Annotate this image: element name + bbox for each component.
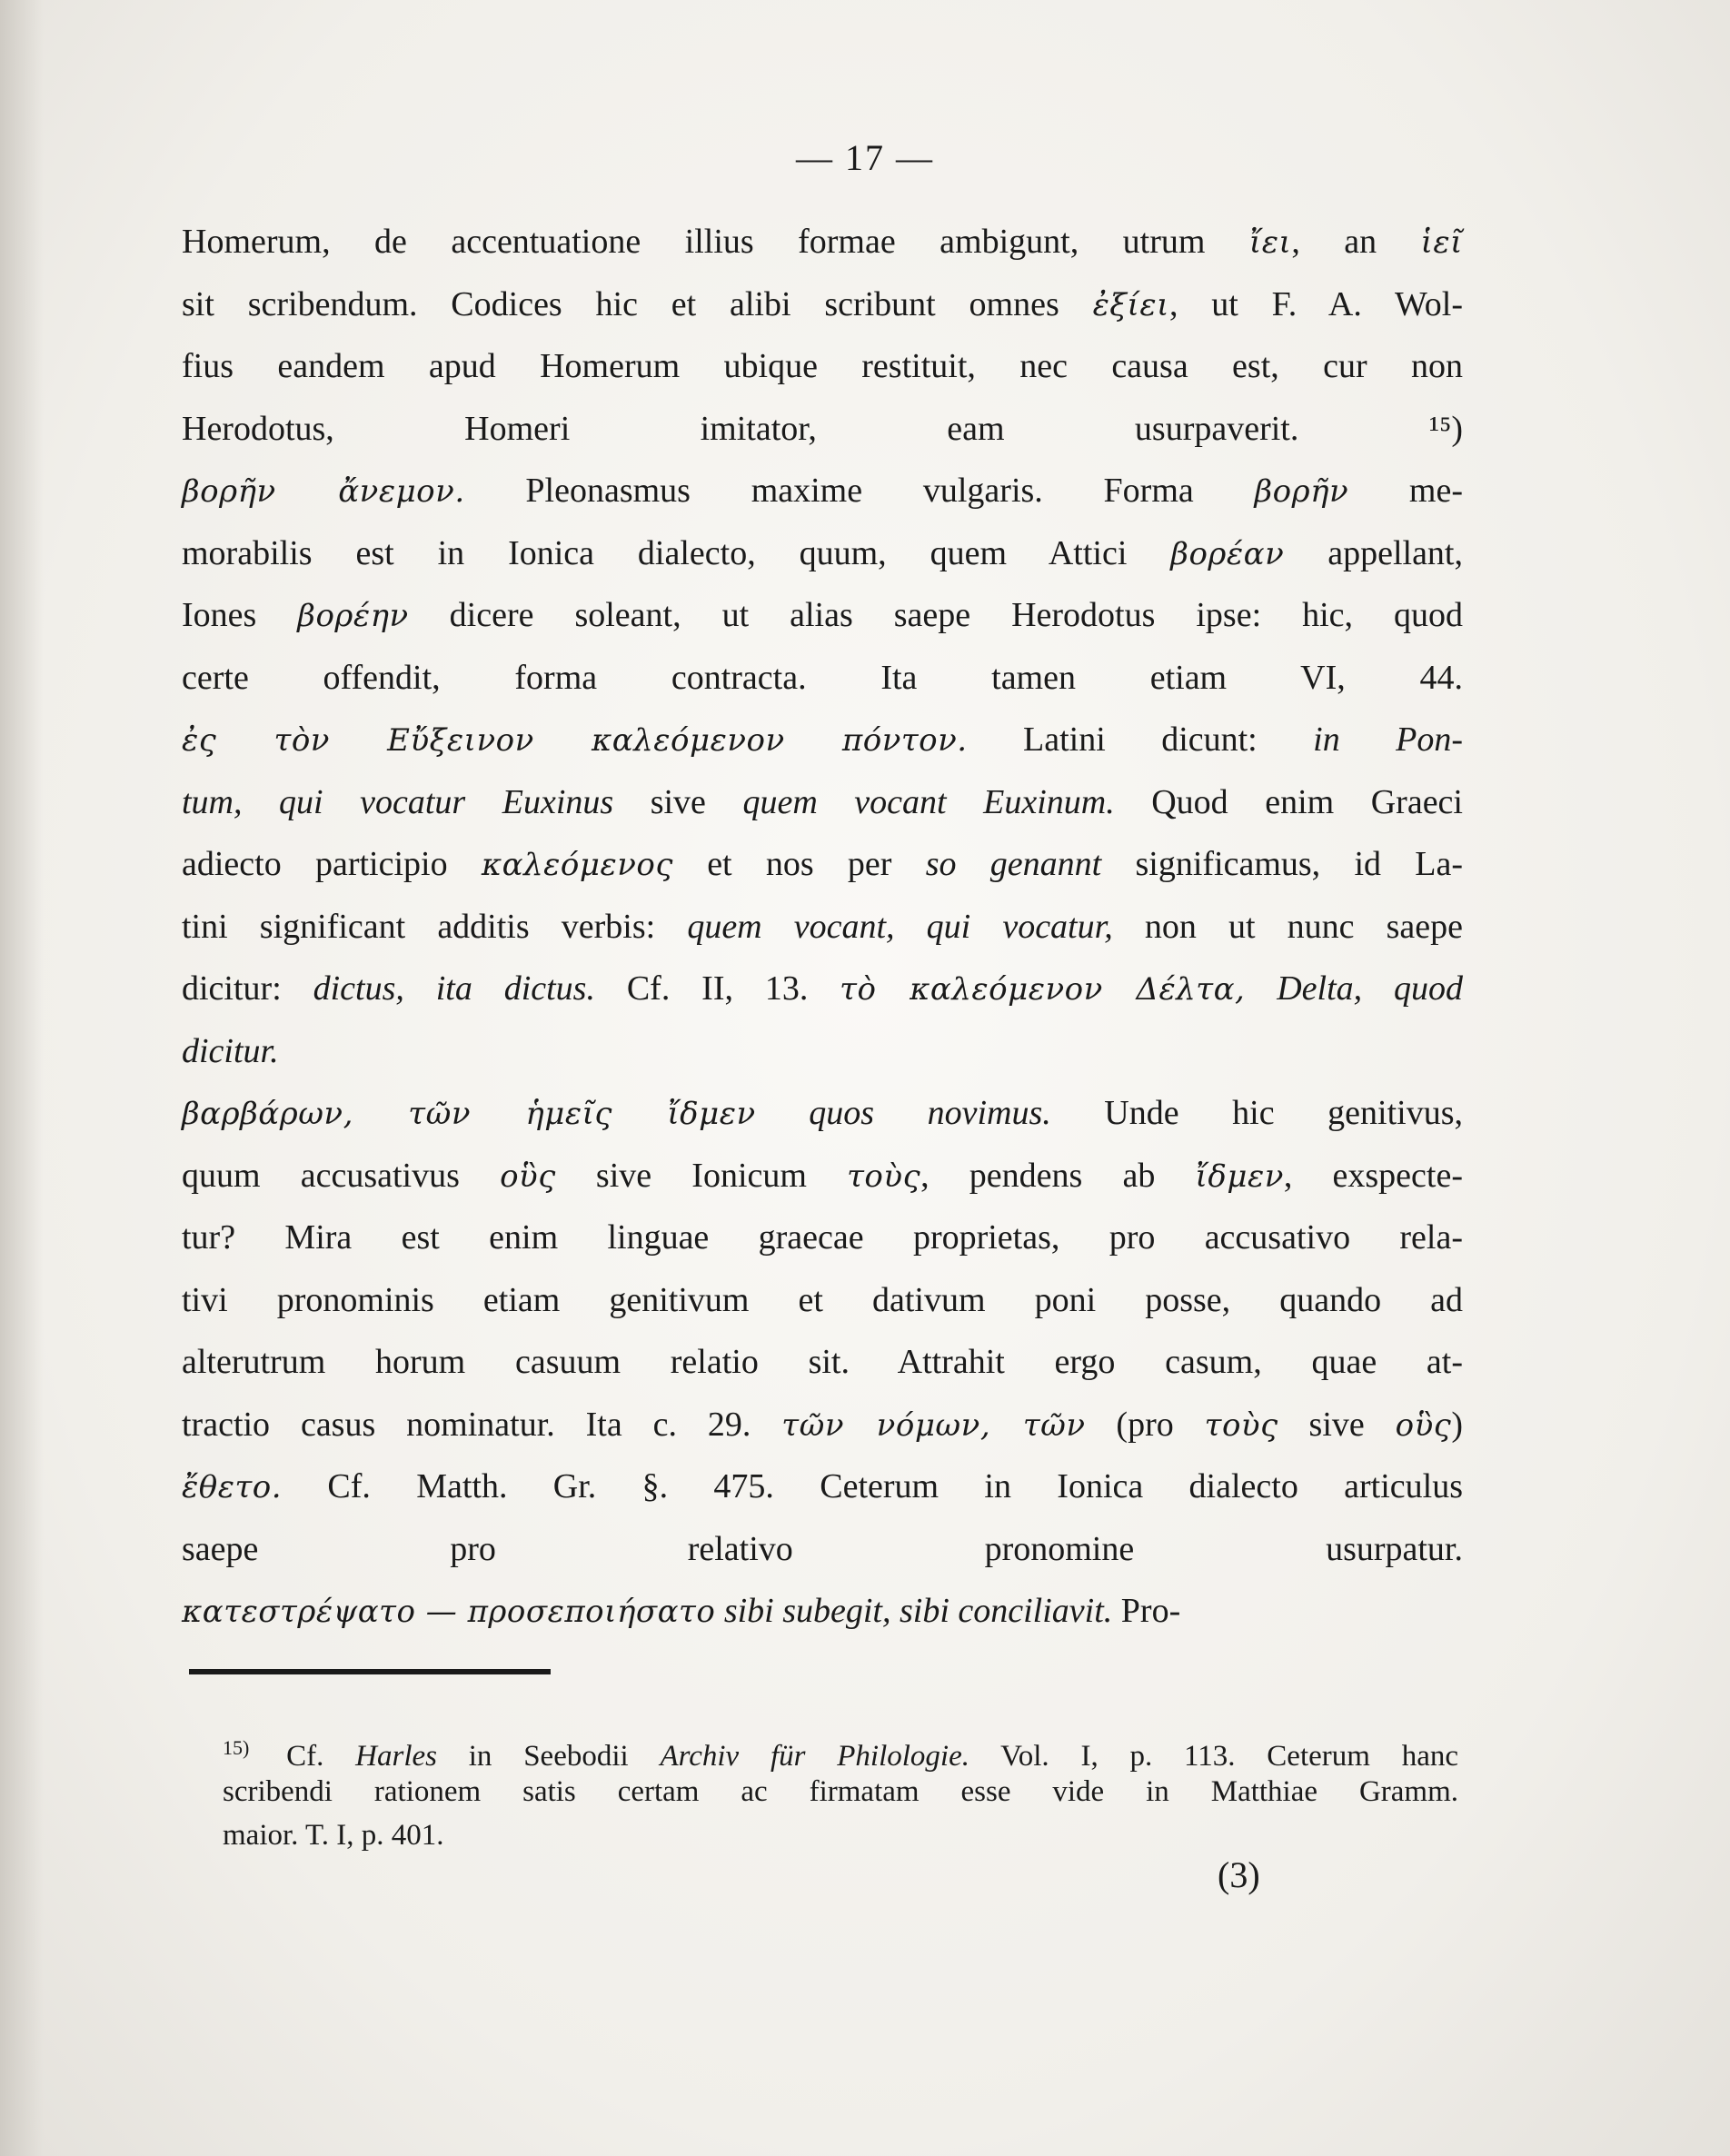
latin-text: non ut nunc saepe — [1112, 907, 1463, 946]
text-line — [182, 1145, 1463, 1207]
text-line — [182, 1269, 1463, 1332]
latin-text: certe offendit, forma contracta. Ita tamen etiam VI, 44. — [182, 658, 1463, 697]
latin-text: sive — [613, 782, 743, 821]
latin-text: ) — [1451, 1405, 1463, 1444]
latin-text: , ut F. A. Wol- — [1168, 284, 1464, 323]
text-line — [182, 896, 1463, 959]
text-line — [182, 460, 1463, 522]
latin-text: (pro — [1085, 1405, 1205, 1444]
text-line — [182, 1207, 1463, 1269]
latin-text: , pendens ab — [920, 1156, 1196, 1195]
latin-text: appellant, — [1284, 533, 1463, 572]
latin-text: scribendi rationem satis certam ac firmatam esse vide in Matthiae Gramm. — [223, 1775, 1458, 1808]
latin-text: Homerum, de accentuatione illius formae ambigunt, utrum — [182, 223, 1249, 261]
latin-text: Iones — [182, 596, 298, 634]
latin-text: tractio casus nominatur. Ita c. 29. — [182, 1405, 782, 1444]
greek-text: βορέαν — [1170, 535, 1285, 572]
text-line — [223, 1813, 1458, 1857]
greek-text: ἐξίει — [1092, 286, 1169, 323]
page-edge-shadow — [0, 0, 44, 2156]
italic-text: dicitur. — [182, 1031, 279, 1070]
italic-text: in Pon- — [1313, 720, 1463, 759]
italic-text: quem vocant, qui vocatur, — [687, 907, 1113, 946]
text-line — [182, 522, 1463, 585]
latin-text: adiecto participio — [182, 845, 482, 883]
greek-text: οὓς — [500, 1157, 556, 1195]
text-line — [182, 1082, 1463, 1145]
latin-text: Cf. II, 13. — [594, 969, 840, 1008]
greek-text: ἱεῖ — [1420, 224, 1463, 261]
greek-text: βορῆν ἄνεμον. — [182, 473, 465, 510]
latin-text — [756, 1094, 810, 1132]
latin-text: tini significant additis verbis: — [182, 907, 688, 946]
latin-text: Cf. Matth. Gr. §. 475. Ceterum in Ionica dialecto articulus — [282, 1467, 1463, 1505]
greek-text: οὓς — [1395, 1406, 1452, 1444]
greek-text: τῶν νόμων, τῶν — [781, 1406, 1086, 1444]
latin-text: Herodotus, Homeri imitator, eam usurpaverit. ¹⁵) — [182, 409, 1463, 448]
text-line — [182, 833, 1463, 896]
latin-text — [1245, 969, 1277, 1008]
latin-text: Vol. I, p. 113. Ceterum hanc — [969, 1740, 1458, 1773]
italic-text: Archiv für Philologie. — [660, 1740, 969, 1773]
footnote-block — [223, 1726, 1458, 1857]
latin-text: , an — [1291, 223, 1421, 261]
text-line — [182, 1580, 1463, 1643]
text-line — [182, 398, 1463, 461]
text-line — [182, 273, 1463, 336]
latin-text: et nos per — [672, 845, 926, 883]
latin-text: quum accusativus — [182, 1156, 501, 1195]
text-line — [223, 1726, 1458, 1773]
latin-text: maior. T. I, p. 401. — [223, 1819, 444, 1852]
latin-text: Cf. — [254, 1740, 356, 1773]
greek-text: ἔθετο. — [182, 1469, 283, 1505]
latin-text: significamus, id La- — [1101, 845, 1464, 883]
text-line — [182, 771, 1463, 834]
latin-text: sive Ionicum — [555, 1156, 848, 1195]
footnote-rule — [189, 1669, 551, 1674]
latin-text: saepe pro relativo pronomine usurpatur. — [182, 1529, 1463, 1568]
greek-text: ἴδμεν — [1195, 1157, 1284, 1195]
latin-text: Unde hic genitivus, — [1050, 1094, 1463, 1132]
text-line — [182, 1518, 1463, 1581]
italic-text: quem vocant Euxinum. — [742, 782, 1115, 821]
text-line — [182, 584, 1463, 647]
greek-text: βορῆν — [1254, 473, 1349, 510]
greek-text: ἐς τὸν Εὔξεινον καλεόμενον πόντον. — [182, 722, 968, 759]
text-line — [182, 1331, 1463, 1394]
latin-text — [715, 1592, 724, 1630]
latin-text: dicere soleant, ut alias saepe Herodotus ipse: hic, quod — [408, 596, 1464, 634]
italic-text: sibi subegit, sibi conciliavit. — [723, 1592, 1113, 1630]
latin-text: me- — [1348, 472, 1464, 510]
italic-text: Delta, quod — [1277, 969, 1463, 1008]
latin-text: sit scribendum. Codices hic et alibi scribunt omnes — [182, 284, 1093, 323]
greek-text: τοὺς — [1204, 1406, 1278, 1444]
footnote-number: 15) — [223, 1736, 250, 1759]
latin-text: in Seebodii — [436, 1740, 661, 1773]
page-number: — 17 — — [796, 137, 934, 178]
greek-text: κατεστρέψατο — προσεποιήσατο — [182, 1594, 716, 1630]
text-line — [182, 958, 1463, 1020]
latin-text: Pleonasmus maxime vulgaris. Forma — [464, 472, 1255, 510]
italic-text: quos novimus. — [809, 1094, 1051, 1132]
latin-text: tur? Mira est enim linguae graecae proprietas, pro accusativo rela- — [182, 1218, 1463, 1257]
greek-text: βορέην — [297, 598, 409, 634]
latin-text: tivi pronominis etiam genitivum et dativum poni posse, quando ad — [182, 1280, 1463, 1319]
greek-text: βαρβάρων, τῶν ἡμεῖς ἴδμεν — [182, 1096, 756, 1132]
text-line — [182, 647, 1463, 710]
greek-text: τοὺς — [847, 1157, 921, 1195]
italic-text: Harles — [355, 1740, 437, 1773]
italic-text: so genannt — [925, 845, 1102, 883]
latin-text: Pro- — [1112, 1592, 1181, 1630]
main-text-block — [182, 211, 1463, 1643]
text-line — [182, 1394, 1463, 1456]
latin-text: fius eandem apud Homerum ubique restituit, nec causa est, cur non — [182, 347, 1463, 385]
italic-text: dictus, ita dictus. — [313, 969, 595, 1008]
italic-text: tum, qui vocatur Euxinus — [182, 782, 614, 821]
greek-text: καλεόμενος — [481, 847, 673, 883]
latin-text: morabilis est in Ionica dialecto, quum, quem Attici — [182, 533, 1171, 572]
text-line — [182, 211, 1463, 273]
greek-text: τὸ καλεόμενον Δέλτα, — [840, 971, 1246, 1008]
greek-text: ἴει — [1248, 224, 1292, 261]
signature-mark: (3) — [1218, 1854, 1260, 1895]
text-line — [182, 709, 1463, 771]
latin-text: alterutrum horum casuum relatio sit. Attrahit ergo casum, quae at- — [182, 1343, 1463, 1381]
text-line — [182, 335, 1463, 398]
text-line — [223, 1770, 1458, 1813]
text-line — [182, 1456, 1463, 1518]
latin-text: , exspecte- — [1283, 1156, 1463, 1195]
latin-text: Quod enim Graeci — [1114, 782, 1463, 821]
latin-text: Latini dicunt: — [967, 720, 1314, 759]
latin-text: dicitur: — [182, 969, 313, 1008]
latin-text: sive — [1278, 1405, 1396, 1444]
text-line — [182, 1020, 1463, 1083]
